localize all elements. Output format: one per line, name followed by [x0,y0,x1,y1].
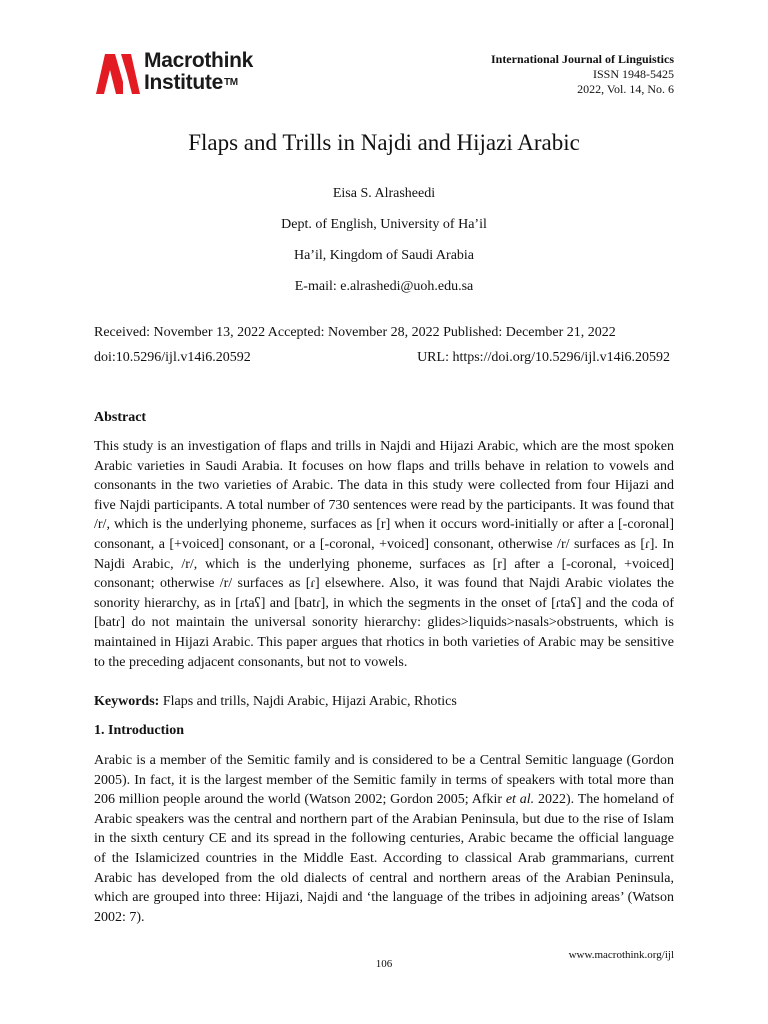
publication-dates: Received: November 13, 2022 Accepted: November 28, 2022 Published: December 21, 2022 [94,325,616,340]
introduction-heading: 1. Introduction [94,723,184,738]
author-block [0,178,768,302]
author-location: Ha’il, Kingdom of Saudi Arabia [293,248,475,263]
trademark-mark: TM [223,77,238,88]
keywords [94,694,674,710]
footer-url[interactable]: www.macrothink.org/ijl [568,949,674,961]
doi-row [94,350,670,366]
publisher-logo [94,48,294,96]
logo-line-1: Macrothink [144,49,254,72]
doi: doi:10.5296/ijl.v14i6.20592 [94,350,251,365]
et-al-italic: et al. [505,792,535,808]
publisher-name [144,50,253,94]
author-dept: Dept. of English, University of Ha’il [281,217,487,232]
author-name: Eisa S. Alrasheedi [332,186,436,201]
journal-issn: ISSN 1948-5425 [592,67,674,81]
introduction-text: Arabic is a member of the Semitic family and is considered to be a Central Semitic language (Gordon 2005). In fact, it is the largest member of the Semitic family in terms of speakers with total more than 206 million people around the world (Watson 2002; Gordon 2005; Afkir et al. 2022). The homeland of Arabic speakers was the central and northern part of the Arabian Peninsula, but due to the rise of Islam in the sixth century CE and its spread in the following centuries, Arabic became the official language of the Islamicized countries in the Middle East. According to classical Arab grammarians, current Arabic has developed from the old dialects of central and northern areas of the Arabian Peninsula, which are grouped into three: Hijazi, Najdi and ‘the language of the tribes in adjoining areas’ (Watson 2002: 7). [94,753,674,925]
logo-line-2: Institute™ [144,71,238,94]
abstract-heading: Abstract [94,410,147,425]
keywords-text: Flaps and trills, Najdi Arabic, Hijazi Arabic, Rhotics [162,694,457,709]
journal-name: International Journal of Linguistics [490,52,674,66]
page-number: 106 [375,958,393,970]
abstract-text: This study is an investigation of flaps and trills in Najdi and Hijazi Arabic, which are the most spoken Arabic varieties in Saudi Arabia. It focuses on how flaps and trills behave in relation to vowels and consonants in the two varieties of Arabic. The data in this study were collected from four Hijazi and five Najdi participants. A total number of 730 sentences were read by the participants. It was found that /r/, which is the underlying phoneme, surfaces as [r] when it occurs word-initially or after a [-coronal] consonant, a [+voiced] consonant, or a [-coronal, +voiced] consonant, otherwise /r/ surfaces as [ɾ]. In Najdi Arabic, /r/, which is the underlying phoneme, surfaces as [r] after a [-coronal, +voiced] consonant; otherwise /r/ surfaces as [ɾ] elsewhere. Also, it was found that Najdi Arabic violates the sonority hierarchy, as in [ɾtaʕ] and [batɾ], in which the segments in the onset of [ɾtaʕ] and the coda of [batɾ] do not maintain the universal sonority hierarchy: glides>liquids>nasals>obstruents, which is maintained in Hijazi Arabic. This paper argues that rhotics in both varieties of Arabic may be sensitive to the preceding adjacent consonants, but not to vowels. [94,439,674,670]
doi-url[interactable]: URL: https://doi.org/10.5296/ijl.v14i6.20592 [417,350,670,365]
paper-title: Flaps and Trills in Najdi and Hijazi Arabic [188,130,580,155]
author-email: E-mail: e.alrashedi@uoh.edu.sa [294,279,474,294]
journal-volume: 2022, Vol. 14, No. 6 [577,82,674,96]
keywords-label: Keywords: [94,694,160,709]
macrothink-logo-icon [94,48,142,96]
journal-info [491,52,674,97]
